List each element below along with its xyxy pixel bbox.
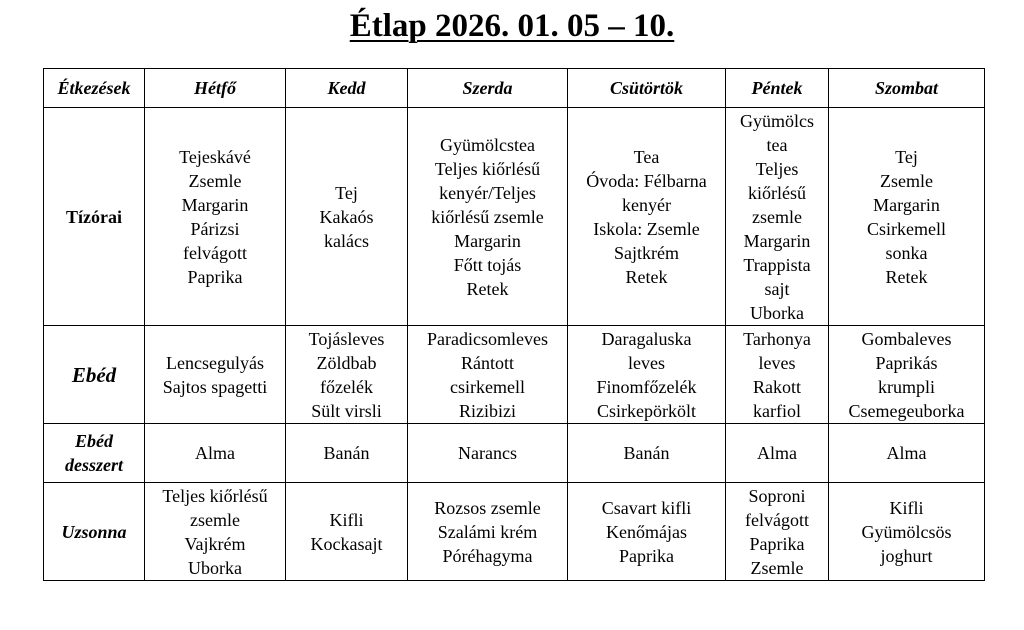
menu-table: [43, 68, 985, 581]
menu-item: joghurt: [880, 545, 933, 566]
menu-item: Csirkepörkölt: [597, 400, 696, 421]
menu-item: Párizsi: [190, 218, 240, 239]
menu-item: Zsemle: [880, 170, 933, 191]
day-header-kedd: Kedd: [286, 69, 408, 108]
menu-item: tea: [766, 134, 788, 155]
menu-cell: [145, 326, 286, 424]
row-label-tizorai: Tízórai: [44, 108, 145, 326]
menu-item: Margarin: [873, 194, 940, 215]
day-header-pentek: Péntek: [726, 69, 829, 108]
menu-item: karfiol: [753, 400, 801, 421]
menu-item: Banán: [323, 443, 370, 463]
menu-item: Óvoda: Félbarna: [586, 170, 707, 191]
day-header-szerda: Szerda: [408, 69, 568, 108]
menu-item: Gyümölcs: [740, 110, 814, 131]
menu-item: csirkemell: [450, 376, 525, 397]
menu-item: Paprika: [187, 266, 243, 287]
menu-item: Kifli: [329, 509, 364, 530]
menu-item: felvágott: [745, 509, 809, 530]
menu-cell: [408, 424, 568, 483]
menu-item: Trappista: [743, 254, 811, 275]
meal-row-ebed: [44, 326, 985, 424]
menu-item: Margarin: [181, 194, 249, 215]
meal-row-uzsonna: [44, 483, 985, 581]
menu-item: Retek: [625, 266, 668, 287]
menu-item: Zsemle: [750, 557, 804, 578]
menu-item: kenyér/Teljes: [439, 182, 536, 203]
menu-item: Szalámi krém: [437, 521, 538, 542]
menu-item: Paprikás: [875, 352, 938, 373]
menu-item: Lencsegulyás: [166, 352, 264, 373]
menu-item: Sült virsli: [311, 400, 382, 421]
menu-cell: [726, 326, 829, 424]
menu-cell: [726, 483, 829, 581]
row-label-uzsonna: Uzsonna: [44, 483, 145, 581]
menu-item: Kenőmájas: [606, 521, 687, 542]
menu-item: Gyümölcstea: [440, 134, 535, 155]
menu-item: kalács: [324, 230, 369, 251]
menu-item: sajt: [764, 278, 790, 299]
menu-item: Rántott: [461, 352, 514, 373]
menu-item: Főtt tojás: [453, 254, 522, 275]
menu-cell: [286, 424, 408, 483]
menu-item: Teljes kiőrlésű: [434, 158, 541, 179]
menu-item: felvágott: [183, 242, 247, 263]
menu-item: Tejeskávé: [179, 146, 251, 167]
menu-item: Paradicsomleves: [427, 328, 548, 349]
menu-item: leves: [628, 352, 665, 373]
menu-item: Tea: [633, 146, 660, 167]
menu-item: Banán: [623, 443, 670, 463]
menu-cell: [408, 326, 568, 424]
menu-cell: [726, 424, 829, 483]
day-header-hetfo: Hétfő: [145, 69, 286, 108]
menu-item: Rozsos zsemle: [434, 497, 541, 518]
menu-item: Iskola: Zsemle: [593, 218, 700, 239]
menu-item: Uborka: [750, 302, 804, 323]
menu-item: Alma: [757, 443, 797, 463]
menu-item: Kifli: [889, 497, 924, 518]
corner-header: Étkezések: [44, 69, 145, 108]
menu-item: Teljes: [755, 158, 799, 179]
menu-cell: [408, 483, 568, 581]
menu-item: Tej: [335, 182, 358, 203]
menu-item: Uborka: [188, 557, 242, 578]
menu-item: krumpli: [878, 376, 935, 397]
menu-cell: [829, 483, 985, 581]
day-header-szombat: Szombat: [829, 69, 985, 108]
menu-item: Kockasajt: [310, 533, 383, 554]
day-header-csutortok: Csütörtök: [568, 69, 726, 108]
menu-cell: [568, 108, 726, 326]
menu-item: kenyér: [622, 194, 671, 215]
menu-cell: [726, 108, 829, 326]
menu-item: Paprika: [619, 545, 674, 566]
menu-cell: [568, 424, 726, 483]
menu-item: Narancs: [458, 443, 517, 463]
menu-item: Alma: [886, 443, 927, 463]
menu-cell: [286, 326, 408, 424]
menu-item: Retek: [885, 266, 928, 287]
meal-row-tizorai: [44, 108, 985, 326]
row-label-ebed: Ebéd: [44, 326, 145, 424]
menu-item: kiőrlésű: [748, 182, 806, 203]
menu-item: Paprika: [749, 533, 805, 554]
menu-item: zsemle: [190, 509, 240, 530]
menu-item: Csavart kifli: [601, 497, 692, 518]
menu-cell: [286, 483, 408, 581]
menu-cell: [286, 108, 408, 326]
menu-item: zsemle: [752, 206, 802, 227]
menu-cell: [145, 424, 286, 483]
menu-cell: [829, 326, 985, 424]
menu-item: Zöldbab: [316, 352, 377, 373]
menu-item: Vajkrém: [184, 533, 246, 554]
menu-item: Alma: [195, 443, 235, 463]
menu-item: Daragaluska: [601, 328, 692, 349]
menu-cell: [829, 424, 985, 483]
menu-cell: [145, 108, 286, 326]
menu-cell: [568, 483, 726, 581]
menu-item: Póréhagyma: [442, 545, 533, 566]
row-label-desszert: Ebéd desszert: [44, 424, 145, 483]
menu-item: Soproni: [748, 485, 806, 506]
menu-item: Kakaós: [319, 206, 374, 227]
menu-item: leves: [758, 352, 796, 373]
menu-item: Csirkemell: [867, 218, 946, 239]
menu-item: kiőrlésű zsemle: [431, 206, 544, 227]
menu-cell: [829, 108, 985, 326]
menu-item: főzelék: [320, 376, 373, 397]
menu-item: Teljes kiőrlésű: [162, 485, 268, 506]
menu-item: Sajtkrém: [614, 242, 679, 263]
menu-item: Csemegeuborka: [848, 400, 965, 421]
menu-item: Margarin: [454, 230, 521, 251]
menu-cell: [408, 108, 568, 326]
menu-item: Tojásleves: [308, 328, 385, 349]
menu-cell: [568, 326, 726, 424]
menu-item: sonka: [885, 242, 928, 263]
meal-row-desszert: [44, 424, 985, 483]
menu-item: Zsemle: [188, 170, 242, 191]
menu-cell: [145, 483, 286, 581]
menu-item: Gyümölcsös: [861, 521, 952, 542]
menu-item: Finomfőzelék: [596, 376, 697, 397]
menu-item: Margarin: [743, 230, 811, 251]
menu-item: Tarhonya: [743, 328, 811, 349]
page-title: Étlap 2026. 01. 05 – 10.: [349, 8, 675, 44]
menu-item: Gombaleves: [861, 328, 952, 349]
menu-item: Rizibizi: [459, 400, 516, 421]
menu-item: Rakott: [753, 376, 801, 397]
header-row: [44, 69, 985, 108]
menu-item: Tej: [895, 146, 918, 167]
menu-item: Retek: [466, 278, 509, 299]
menu-item: Sajtos spagetti: [162, 376, 268, 397]
